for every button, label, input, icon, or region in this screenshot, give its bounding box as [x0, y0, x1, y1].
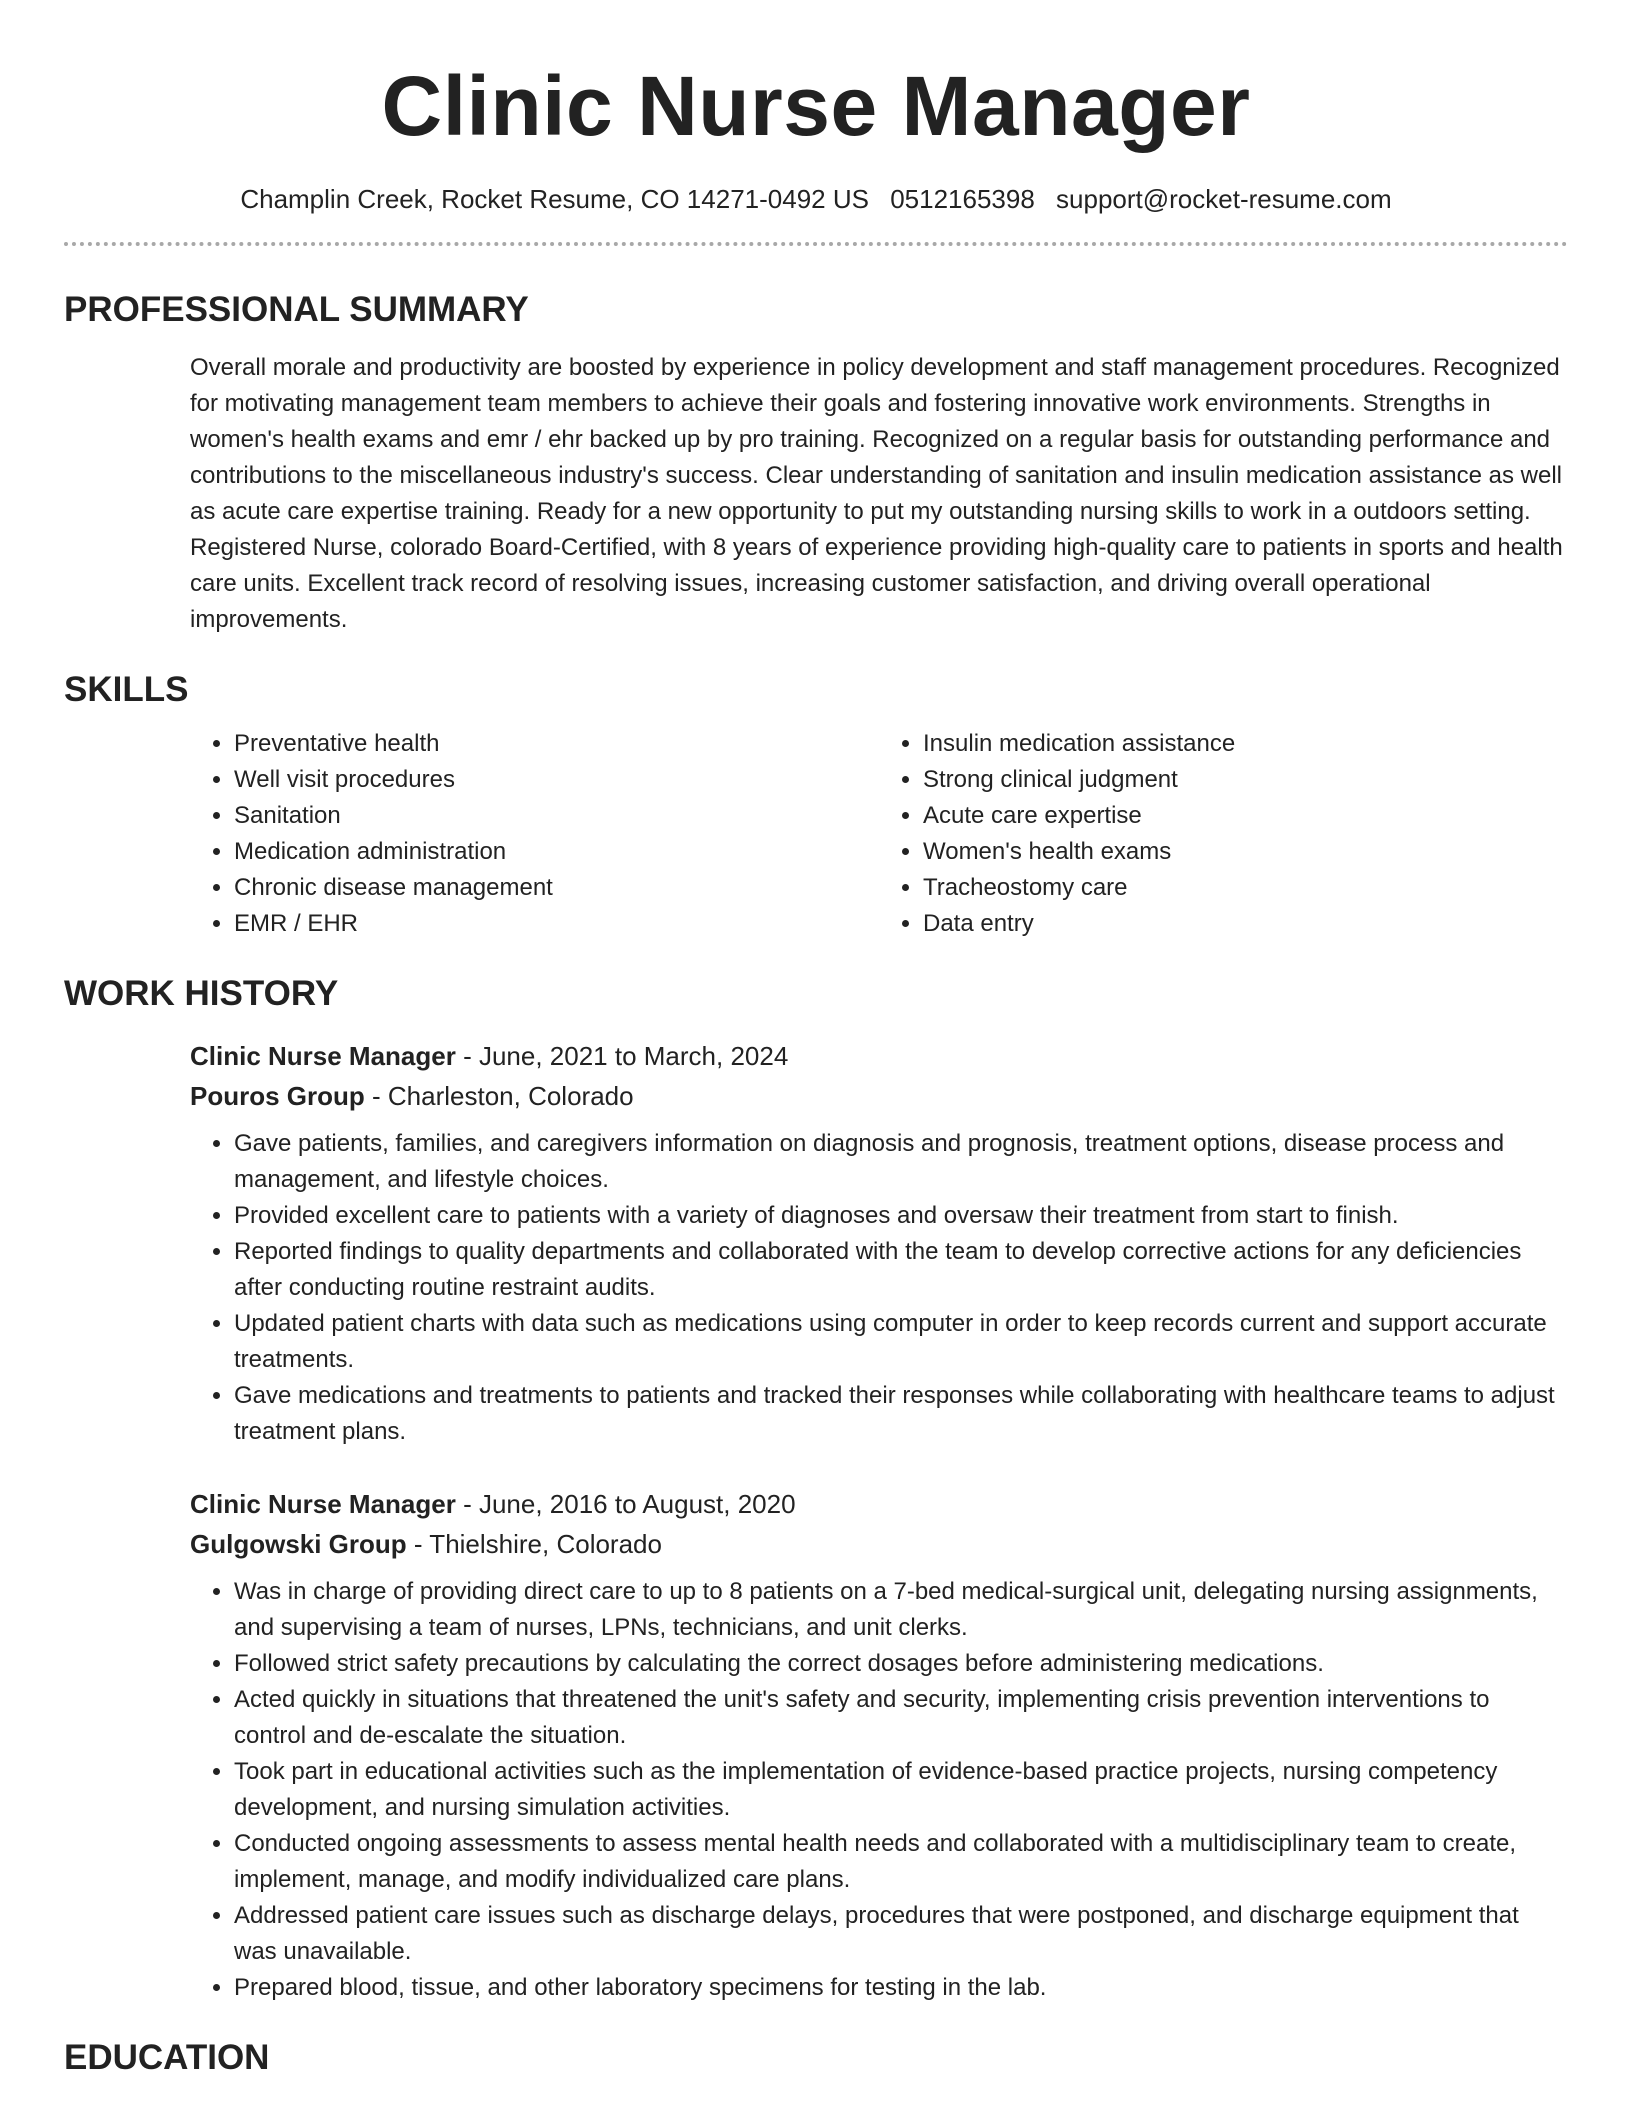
skill-item: • Well visit procedures: [234, 762, 879, 798]
job-bullet: • Updated patient charts with data such as medications using computer in order to keep records current and support accurate treatments.: [234, 1306, 1568, 1378]
education-section: [64, 2036, 1568, 2080]
summary-section: [64, 288, 1568, 638]
work-section: [64, 972, 1568, 2006]
skill-item: • Medication administration: [234, 834, 879, 870]
job-location: - Charleston, Colorado: [364, 1081, 634, 1111]
job-role: Clinic Nurse Manager: [190, 1041, 456, 1071]
job-company-line: [190, 1524, 1568, 1564]
job-company-line: [190, 1076, 1568, 1116]
skill-item: • Acute care expertise: [923, 798, 1568, 834]
resume-name: Clinic Nurse Manager: [381, 59, 1251, 153]
skill-item: • Strong clinical judgment: [923, 762, 1568, 798]
job-company: Pouros Group: [190, 1081, 365, 1111]
job-bullet: • Addressed patient care issues such as discharge delays, procedures that were postponed, and discharge equipment that was unavailable.: [234, 1898, 1568, 1970]
summary-title: PROFESSIONAL SUMMARY: [64, 290, 529, 329]
job-company: Gulgowski Group: [190, 1529, 407, 1559]
job-location: - Thielshire, Colorado: [406, 1529, 662, 1559]
job-bullet: • Reported findings to quality departments and collaborated with the team to develop corrective actions for any deficiencies after conducting routine restraint audits.: [234, 1234, 1568, 1306]
job-bullet: • Acted quickly in situations that threatened the unit's safety and security, implementing crisis prevention interventions to control and de-escalate the situation.: [234, 1682, 1568, 1754]
resume-page: [64, 0, 1568, 2080]
job-bullet: • Conducted ongoing assessments to assess mental health needs and collaborated with a multidisciplinary team to create, implement, manage, and modify individualized care plans.: [234, 1826, 1568, 1898]
contact-info: [64, 182, 1568, 216]
contact-email: support@rocket-resume.com: [1056, 184, 1392, 214]
job-entry: [190, 1484, 1568, 2006]
job-entry: [190, 1036, 1568, 1450]
skill-item: • Tracheostomy care: [923, 870, 1568, 906]
contact-phone: 0512165398: [890, 184, 1035, 214]
job-bullet: • Gave patients, families, and caregivers information on diagnosis and prognosis, treatment options, disease process and management, and lifestyle choices.: [234, 1126, 1568, 1198]
skills-columns: [190, 726, 1568, 942]
skill-item: • Data entry: [923, 906, 1568, 942]
skill-item: • Insulin medication assistance: [923, 726, 1568, 762]
job-bullet: • Gave medications and treatments to patients and tracked their responses while collaborating with healthcare teams to adjust treatment plans.: [234, 1378, 1568, 1450]
job-bullet: • Provided excellent care to patients with a variety of diagnoses and oversaw their treatment from start to finish.: [234, 1198, 1568, 1234]
job-bullet: • Followed strict safety precautions by calculating the correct dosages before administering medications.: [234, 1646, 1568, 1682]
skill-item: • Sanitation: [234, 798, 879, 834]
job-role-line: [190, 1484, 1568, 1524]
skill-item: • Women's health exams: [923, 834, 1568, 870]
contact-address: Champlin Creek, Rocket Resume, CO 14271-0492 US: [240, 184, 869, 214]
job-bullet: • Was in charge of providing direct care to up to 8 patients on a 7-bed medical-surgical unit, delegating nursing assignments, and supervising a team of nurses, LPNs, technicians, and unit clerks.: [234, 1574, 1568, 1646]
skill-item: • EMR / EHR: [234, 906, 879, 942]
job-dates: - June, 2016 to August, 2020: [455, 1489, 796, 1519]
job-role: Clinic Nurse Manager: [190, 1489, 456, 1519]
skills-list-right: [879, 726, 1568, 942]
skills-list-left: [190, 726, 879, 942]
work-title: WORK HISTORY: [64, 974, 339, 1013]
job-bullet: • Prepared blood, tissue, and other laboratory specimens for testing in the lab.: [234, 1970, 1568, 2006]
skill-item: • Chronic disease management: [234, 870, 879, 906]
job-bullet: • Took part in educational activities such as the implementation of evidence-based practice projects, nursing competency development, and nursing simulation activities.: [234, 1754, 1568, 1826]
job-role-line: [190, 1036, 1568, 1076]
education-title: EDUCATION: [64, 2038, 270, 2077]
skill-item: • Preventative health: [234, 726, 879, 762]
skills-section: [64, 668, 1568, 942]
job-bullets: [190, 1574, 1568, 2006]
header-divider: [64, 242, 1568, 246]
job-dates: - June, 2021 to March, 2024: [455, 1041, 789, 1071]
summary-text: Overall morale and productivity are boosted by experience in policy development and staff management procedures. Recognized for motivating management team members to achieve their goals and fostering innovative work environments. Strengths in women's health exams and emr / ehr backed up by pro training. Recognized on a regular basis for outstanding performance and contributions to the miscellaneous industry's success. Clear understanding of sanitation and insulin medication assistance as well as acute care expertise training. Ready for a new opportunity to put my outstanding nursing skills to work in a outdoors setting. Registered Nurse, colorado Board-Certified, with 8 years of experience providing high-quality care to patients in sports and health care units. Excellent track record of resolving issues, increasing customer satisfaction, and driving overall operational improvements.: [190, 354, 1563, 633]
skills-title: SKILLS: [64, 670, 189, 709]
job-bullets: [190, 1126, 1568, 1450]
